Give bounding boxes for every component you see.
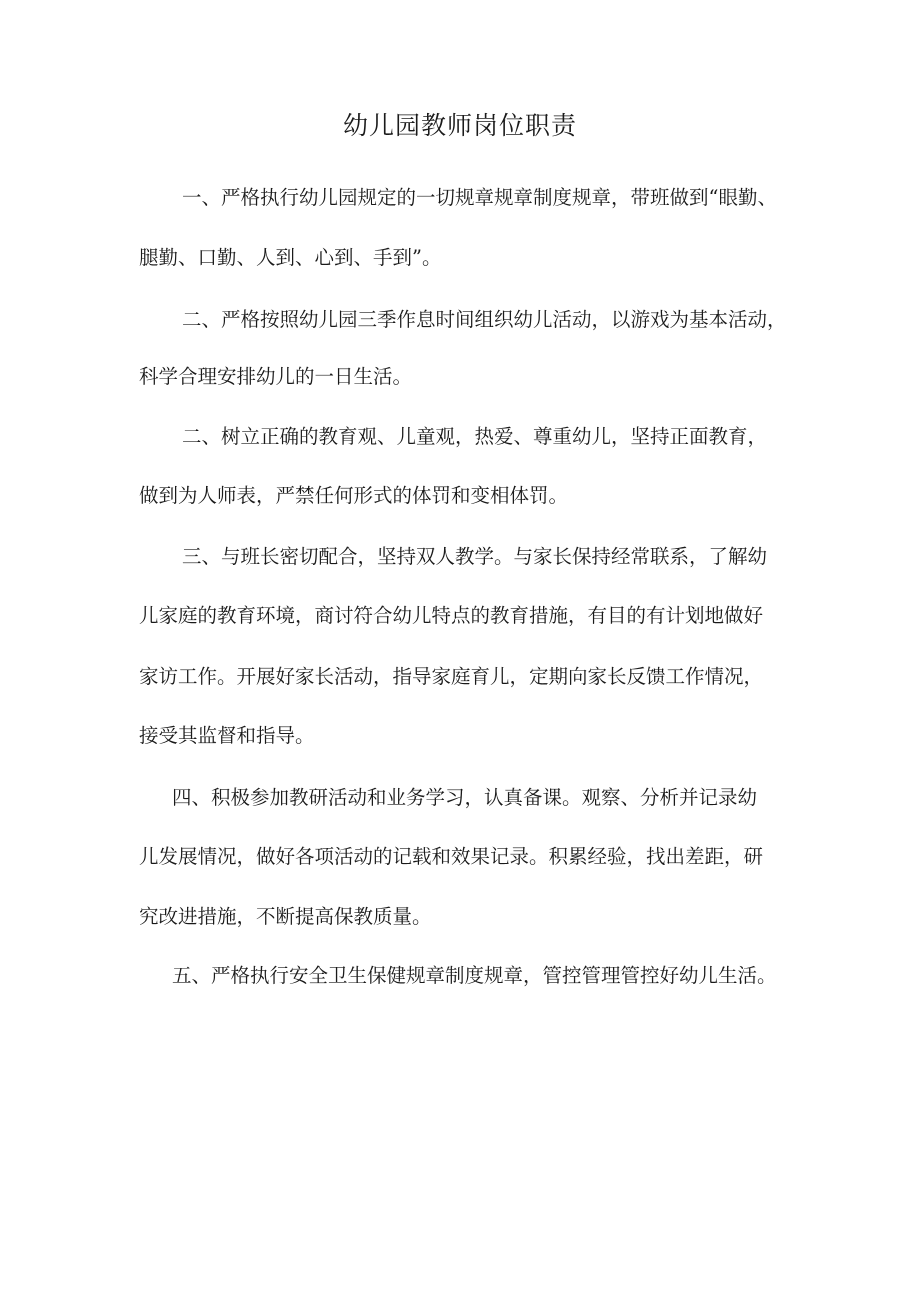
paragraph-2-line-1: 二、严格按照幼儿园三季作息时间组织幼儿活动，以游戏为基本活动， (182, 308, 787, 331)
document-title: 幼儿园教师岗位职责 (342, 111, 577, 140)
paragraph-5-line-3: 究改进措施，不断提高保教质量。 (139, 905, 432, 928)
paragraph-1-line-2: 腿勤、口勤、人到、心到、手到”。 (139, 246, 442, 269)
paragraph-6-line-1: 五、严格执行安全卫生保健规章制度规章，管控管理管控好幼儿生活。 (172, 964, 777, 987)
paragraph-5-line-2: 儿发展情况，做好各项活动的记载和效果记录。积累经验，找出差距，研 (139, 845, 764, 868)
paragraph-5-line-1: 四、积极参加教研活动和业务学习，认真备课。观察、分析并记录幼 (172, 786, 758, 809)
paragraph-4-line-2: 儿家庭的教育环境，商讨符合幼儿特点的教育措施，有目的有计划地做好 (139, 604, 764, 627)
paragraph-3-line-1: 二、树立正确的教育观、儿童观，热爱、尊重幼儿，坚持正面教育， (182, 425, 768, 448)
paragraph-2-line-2: 科学合理安排幼儿的一日生活。 (139, 365, 413, 388)
paragraph-4-line-1: 三、与班长密切配合，坚持双人教学。与家长保持经常联系，了解幼 (182, 545, 768, 568)
paragraph-4-line-4: 接受其监督和指导。 (139, 724, 315, 747)
paragraph-1-line-1: 一、严格执行幼儿园规定的一切规章规章制度规章，带班做到“眼勤、 (182, 186, 777, 209)
paragraph-4-line-3: 家访工作。开展好家长活动，指导家庭育儿，定期向家长反馈工作情况， (139, 665, 764, 688)
paragraph-3-line-2: 做到为人师表，严禁任何形式的体罚和变相体罚。 (139, 484, 569, 507)
